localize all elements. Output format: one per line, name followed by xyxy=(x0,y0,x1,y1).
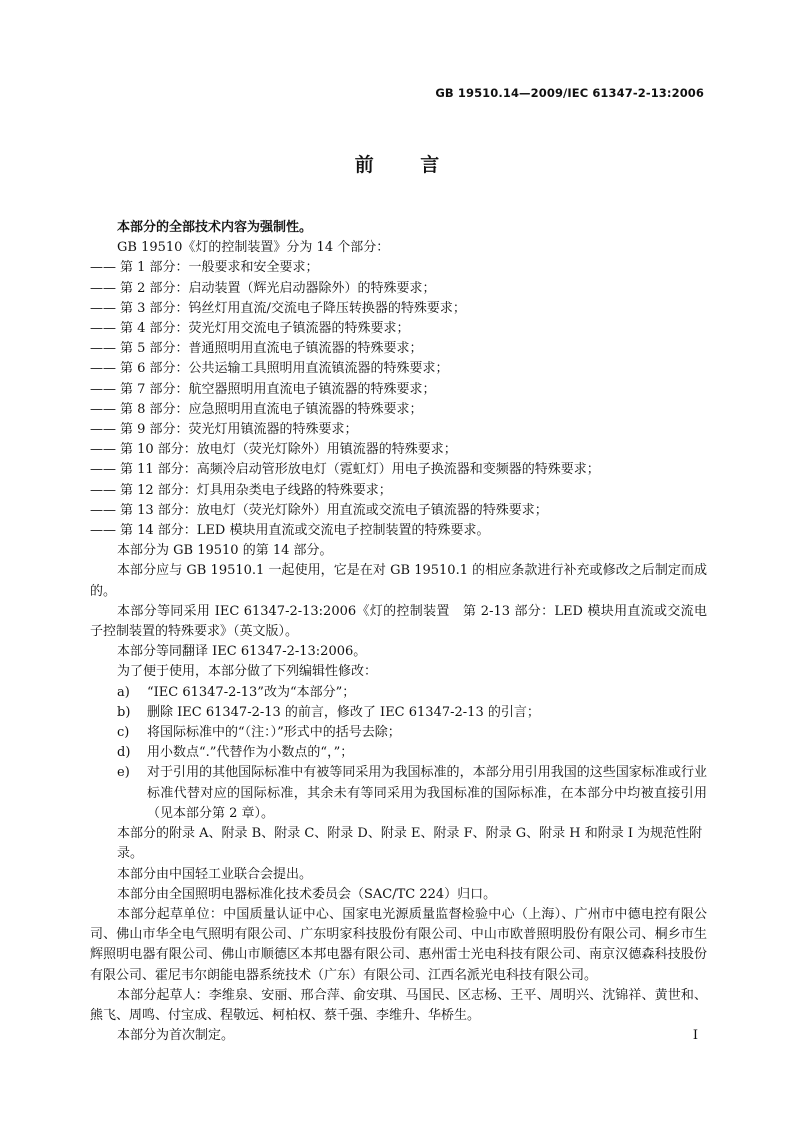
dash-mark: —— xyxy=(90,482,116,498)
part-text: 第 11 部分：高频冷启动管形放电灯（霓虹灯）用电子换流器和变频器的特殊要求； xyxy=(120,462,600,478)
dash-mark: —— xyxy=(90,462,116,478)
part-text: 第 10 部分：放电灯（荧光灯除外）用镇流器的特殊要求； xyxy=(120,442,457,458)
paragraph-adoption: 本部分等同采用 IEC 61347-2-13:2006《灯的控制装置 第 2-13 部分：LED 模块用直流或交流电子控制装置的特殊要求》（英文版）。 xyxy=(90,603,707,640)
list-item xyxy=(90,521,707,541)
item-label: a) xyxy=(117,684,130,700)
paragraph-annexes: 本部分的附录 A、附录 B、附录 C、附录 D、附录 E、附录 F、附录 G、附录 H 和附录 I 为规范性附录。 xyxy=(117,826,703,862)
list-item xyxy=(90,380,707,400)
paragraph-proposed-by: 本部分由中国轻工业联合会提出。 xyxy=(117,866,313,882)
list-item xyxy=(117,763,707,824)
list-item xyxy=(90,400,707,420)
part-text: 第 5 部分：普通照明用直流电子镇流器的特殊要求； xyxy=(120,341,423,357)
list-item xyxy=(90,319,707,339)
part-text: 第 1 部分：一般要求和安全要求； xyxy=(120,260,319,276)
list-item xyxy=(117,703,707,723)
paragraph-part-number: 本部分为 GB 19510 的第 14 部分。 xyxy=(117,543,333,559)
list-item xyxy=(90,279,707,299)
intro-bold-statement: 本部分的全部技术内容为强制性。 xyxy=(117,220,313,235)
list-item xyxy=(117,743,707,763)
intro-paragraph: GB 19510《灯的控制装置》分为 14 个部分： xyxy=(117,240,390,256)
dash-mark: —— xyxy=(90,260,116,276)
list-item xyxy=(90,339,707,359)
item-text: “IEC 61347-2-13”改为“本部分”； xyxy=(147,684,356,700)
item-text: 删除 IEC 61347-2-13 的前言，修改了 IEC 61347-2-13 的引言； xyxy=(147,704,540,720)
edits-list xyxy=(117,683,707,824)
part-text: 第 12 部分：灯具用杂类电子线路的特殊要求； xyxy=(120,482,392,498)
dash-mark: —— xyxy=(90,321,116,337)
paragraph-drafters: 本部分起草人：李维泉、安丽、邢合萍、俞安琪、马国民、区志杨、王平、周明兴、沈锦祥、黄世和、熊飞、周鸣、付宝成、程敬远、柯柏权、蔡千强、李维升、华桥生。 xyxy=(90,987,707,1023)
list-item xyxy=(117,723,707,743)
list-item xyxy=(90,440,707,460)
list-item xyxy=(90,258,707,278)
part-text: 第 6 部分：公共运输工具照明用直流镇流器的特殊要求； xyxy=(120,361,449,377)
item-label: c) xyxy=(117,725,130,741)
part-text: 第 7 部分：航空器照明用直流电子镇流器的特殊要求； xyxy=(120,381,436,397)
dash-mark: —— xyxy=(90,381,116,397)
dash-mark: —— xyxy=(90,502,116,518)
parts-list xyxy=(90,258,707,541)
paragraph-usage: 本部分应与 GB 19510.1 一起使用，它是在对 GB 19510.1 的相应条款进行补充或修改之后制定而成的。 xyxy=(90,563,707,599)
paragraph-managed-by: 本部分由全国照明电器标准化技术委员会（SAC/TC 224）归口。 xyxy=(117,886,497,902)
standard-code-header: GB 19510.14—2009/IEC 61347-2-13:2006 xyxy=(435,86,704,100)
dash-mark: —— xyxy=(90,361,116,377)
part-text: 第 3 部分：钨丝灯用直流/交流电子降压转换器的特殊要求； xyxy=(120,300,466,316)
item-label: e) xyxy=(117,765,130,781)
dash-mark: —— xyxy=(90,442,116,458)
paragraph-drafting-units: 本部分起草单位：中国质量认证中心、国家电光源质量监督检验中心（上海）、广州市中德电控有限公司、佛山市华全电气照明有限公司、广东明家科技股份有限公司、中山市欧普照明股份有限公司、桐乡市生辉照明电器有限公司、佛山市顺德区本邦电器有限公司、惠州雷士光电科技有限公司、南京汉德森科技股份有限公司、霍尼韦尔朗能电器系统技术（广东）有限公司、江西名派光电科技有限公司。 xyxy=(90,906,707,983)
page-title: 前 言 xyxy=(354,154,440,176)
dash-mark: —— xyxy=(90,523,116,539)
list-item xyxy=(90,501,707,521)
page-number: I xyxy=(692,1028,698,1043)
part-text: 第 13 部分：放电灯（荧光灯除外）用直流或交流电子镇流器的特殊要求； xyxy=(120,502,548,518)
dash-mark: —— xyxy=(90,280,116,296)
list-item xyxy=(90,420,707,440)
paragraph-translation: 本部分等同翻译 IEC 61347-2-13:2006。 xyxy=(117,644,367,660)
dash-mark: —— xyxy=(90,341,116,357)
part-text: 第 14 部分：LED 模块用直流或交流电子控制装置的特殊要求。 xyxy=(120,523,490,539)
part-text: 第 4 部分：荧光灯用交流电子镇流器的特殊要求； xyxy=(120,321,410,337)
foreword-body xyxy=(90,218,707,1046)
item-label: b) xyxy=(117,704,131,720)
item-text: 将国际标准中的“（注：）”形式中的括号去除； xyxy=(147,725,401,741)
list-item xyxy=(90,299,707,319)
list-item xyxy=(90,359,707,379)
part-text: 第 2 部分：启动装置（辉光启动器除外）的特殊要求； xyxy=(120,280,436,296)
dash-mark: —— xyxy=(90,300,116,316)
list-item xyxy=(90,481,707,501)
dash-mark: —— xyxy=(90,422,116,438)
part-text: 第 9 部分：荧光灯用镇流器的特殊要求； xyxy=(120,422,358,438)
paragraph-edits-intro: 为了便于使用，本部分做了下列编辑性修改： xyxy=(117,664,378,680)
dash-mark: —— xyxy=(90,401,116,417)
list-item xyxy=(117,683,707,703)
paragraph-first-edition: 本部分为首次制定。 xyxy=(117,1028,235,1044)
item-text: 用小数点“.”代替作为小数点的“，”； xyxy=(147,745,354,761)
item-label: d) xyxy=(117,745,131,761)
part-text: 第 8 部分：应急照明用直流电子镇流器的特殊要求； xyxy=(120,401,423,417)
item-text: 对于引用的其他国际标准中有被等同采用为我国标准的，本部分用引用我国的这些国家标准或行业标准代替对应的国际标准，其余未有等同采用为我国标准的国际标准，在本部分中均被直接引用（见本部分第 2 章）。 xyxy=(147,765,707,821)
list-item xyxy=(90,460,707,480)
